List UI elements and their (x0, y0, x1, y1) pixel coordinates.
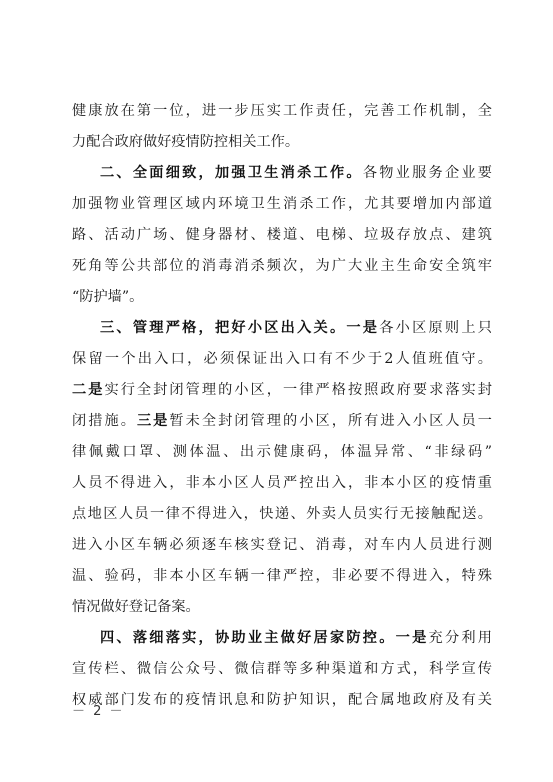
text-line (72, 313, 492, 344)
body-text: 健康放在第一位，进一步压实工作责任，完善工作机制，全 (72, 103, 492, 119)
text-line (72, 530, 492, 561)
text-line (72, 96, 492, 127)
bold-text: 三是 (136, 413, 170, 429)
bold-text: 四、落细落实，协助业主做好居家防控。 (100, 630, 396, 646)
text-line (72, 220, 492, 251)
body-text: 进入小区车辆必须逐车核实登记、消毒，对车内人员进行测 (72, 537, 492, 553)
text-line (72, 282, 492, 313)
paragraph (72, 313, 492, 623)
body-text: 权威部门发布的疫情讯息和防护知识，配合属地政府及有关 (72, 692, 492, 708)
text-line (72, 375, 492, 406)
bold-text: 一是 (346, 320, 380, 336)
bold-text: 三、管理严格，把好小区出入关。 (100, 320, 347, 336)
body-text: 力配合政府做好疫情防控相关工作。 (72, 134, 300, 150)
body-text: 情况做好登记备案。 (72, 599, 200, 615)
bold-text: 一是 (395, 630, 429, 646)
text-line (72, 623, 492, 654)
text-line (72, 189, 492, 220)
body-text: 各小区原则上只 (379, 320, 492, 336)
text-line (72, 654, 492, 685)
body-text: 温、验码，非本小区车辆一律严控，非必要不得进入，特殊 (72, 568, 492, 584)
text-line (72, 158, 492, 189)
text-line (72, 592, 492, 623)
body-text: 加强物业管理区域内环境卫生消杀工作，尤其要增加内部道 (72, 196, 492, 212)
body-text: 实行全封闭管理的小区，一律严格按照政府要求落实封 (104, 382, 492, 398)
text-line (72, 251, 492, 282)
body-text: “防护墙”。 (72, 289, 144, 305)
text-line (72, 406, 492, 437)
body-text: 宣传栏、微信公众号、微信群等多种渠道和方式，科学宣传 (72, 661, 492, 677)
bold-text: 二是 (72, 382, 105, 398)
text-line (72, 561, 492, 592)
body-text: 保留一个出入口，必须保证出入口有不少于2人值班值守。 (72, 351, 492, 367)
text-line (72, 685, 492, 716)
body-text: 各物业服务企业要 (362, 165, 492, 181)
text-line (72, 499, 492, 530)
body-text: 人员不得进入，非本小区人员严控出入，非本小区的疫情重 (72, 475, 492, 491)
body-text: 点地区人员一律不得进入，快递、外卖人员实行无接触配送。 (72, 506, 492, 522)
text-line (72, 344, 492, 375)
text-line (72, 127, 492, 158)
paragraph (72, 96, 492, 158)
text-line (72, 468, 492, 499)
body-text: 暂未全封闭管理的小区，所有进入小区人员一 (169, 413, 492, 429)
paragraph (72, 158, 492, 313)
body-text: 闭措施。 (72, 413, 137, 429)
document-body (72, 96, 492, 716)
bold-text: 二、全面细致，加强卫生消杀工作。 (100, 165, 363, 181)
paragraph (72, 623, 492, 716)
body-text: 死角等公共部位的消毒消杀频次，为广大业主生命安全筑牢 (72, 258, 492, 274)
body-text: 路、活动广场、健身器材、楼道、电梯、垃圾存放点、建筑 (72, 227, 492, 243)
page-number: － 2 － (72, 704, 125, 719)
body-text: 充分利用 (428, 630, 492, 646)
body-text: 律佩戴口罩、测体温、出示健康码，体温异常、“非绿码” (72, 444, 492, 460)
text-line (72, 437, 492, 468)
